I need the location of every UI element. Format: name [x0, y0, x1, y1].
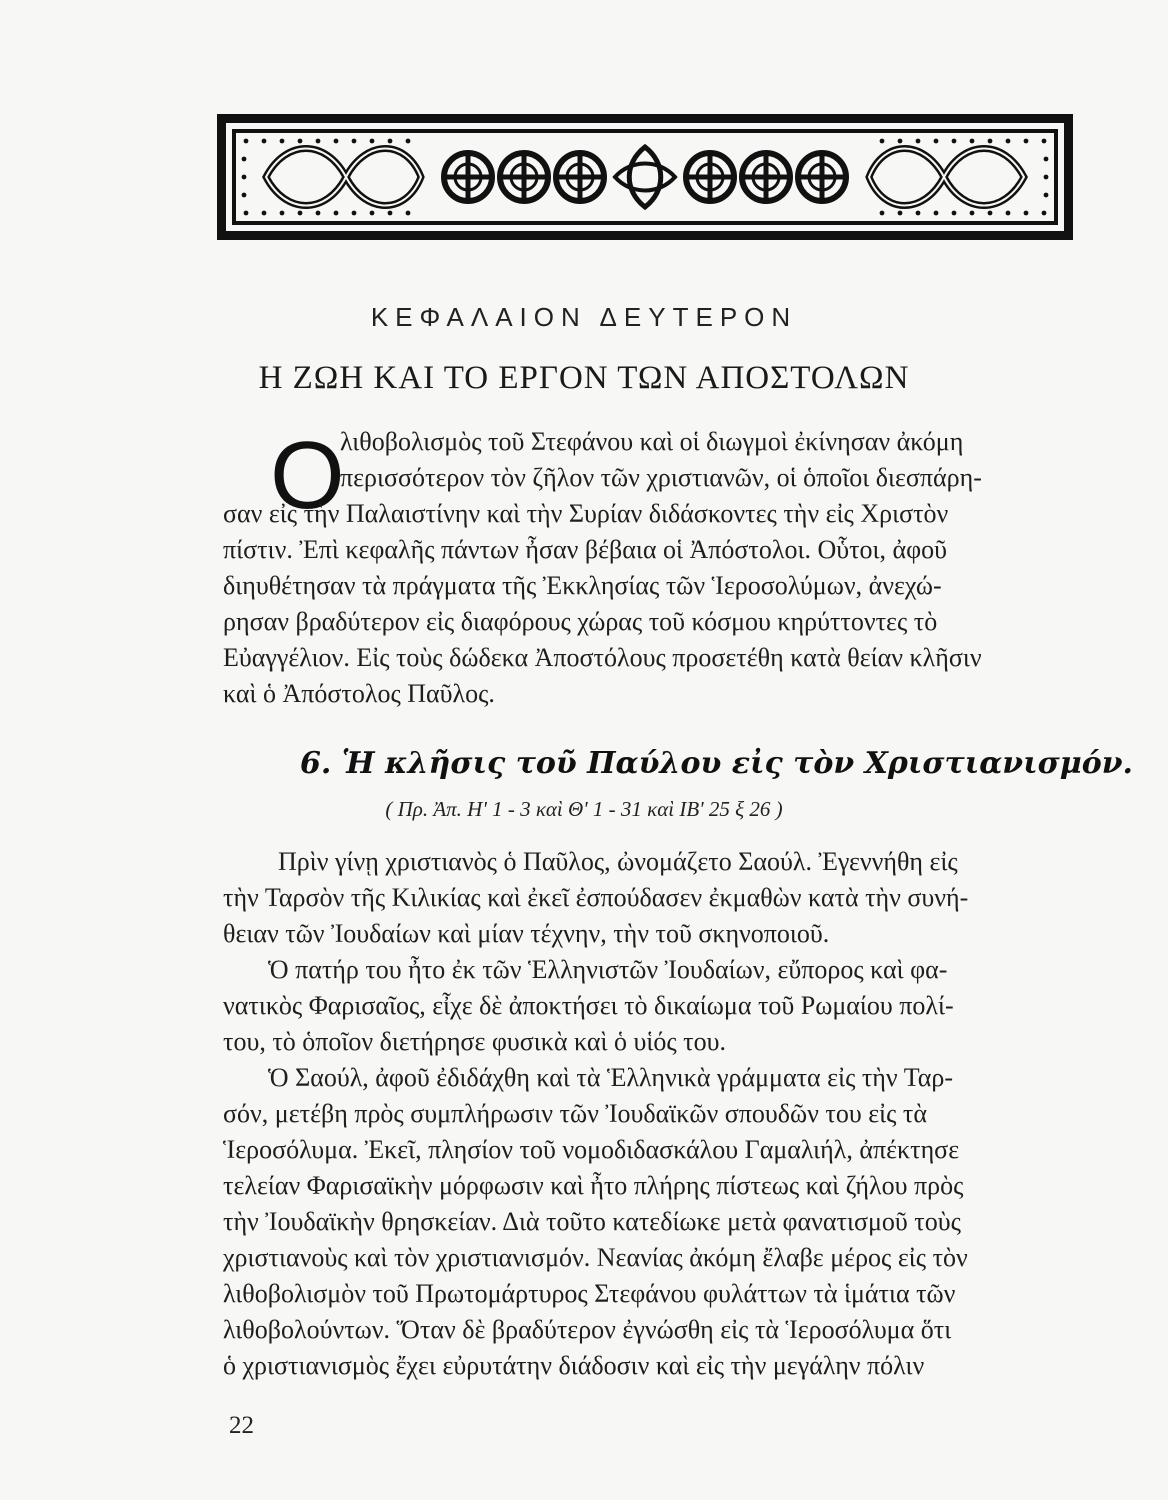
body-line: θειαν τῶν Ἰουδαίων καὶ μίαν τέχνην, τὴν τοῦ σκηνοποιοῦ. — [223, 919, 830, 948]
intro-line: περισσότερον τὸν ζῆλον τῶν χριστιανῶν, οἱ ὁποῖοι διεσπάρη- — [340, 463, 982, 492]
body-line: Ὁ Σαούλ, ἀφοῦ ἐδιδάχθη καὶ τὰ Ἑλληνικὰ γράμματα εἰς τὴν Ταρ- — [268, 1063, 954, 1092]
intro-line: ρησαν βραδύτερον εἰς διαφόρους χώρας τοῦ κόσμου κηρύττοντες τὸ — [223, 607, 938, 636]
chapter-label: ΚΕΦΑΛΑΙΟΝ ΔΕΥΤΕΡΟΝ — [370, 302, 798, 332]
body-line: Πρὶν γίνῃ χριστιανὸς ὁ Παῦλος, ὠνομάζετο Σαούλ. Ἐγεννήθη εἰς — [278, 847, 958, 876]
body-line: του, τὸ ὁποῖον διετήρησε φυσικὰ καὶ ὁ υἱός του. — [223, 1027, 726, 1056]
body-line: Ἱεροσόλυμα. Ἐκεῖ, πλησίον τοῦ νομοδιδασκάλου Γαμαλιήλ, ἀπέκτησε — [223, 1135, 960, 1164]
body-line: σόν, μετέβη πρὸς συμπλήρωσιν τῶν Ἰουδαϊκῶν σπουδῶν του εἰς τὰ — [223, 1099, 927, 1128]
drop-cap: Ο — [270, 422, 345, 529]
body-line: χριστιανοὺς καὶ τὸν χριστιανισμόν. Νεανίας ἀκόμη ἔλαβε μέρος εἰς τὸν — [223, 1243, 968, 1272]
intro-line: διηυθέτησαν τὰ πράγματα τῆς Ἐκκλησίας τῶν Ἱεροσολύμων, ἀνεχώ- — [223, 571, 942, 600]
chapter-title: Η ΖΩΗ ΚΑΙ ΤΟ ΕΡΓΟΝ ΤΩΝ ΑΠΟΣΤΟΛΩΝ — [258, 360, 910, 396]
body-line: τὴν Ταρσὸν τῆς Κιλικίας καὶ ἐκεῖ ἐσπούδασεν ἐκμαθὼν κατὰ τὴν συνή- — [223, 883, 969, 912]
body-line: λιθοβολούντων. Ὅταν δὲ βραδύτερον ἐγνώσθη εἰς τὰ Ἱεροσόλυμα ὅτι — [223, 1315, 952, 1344]
section-reference: ( Πρ. Ἀπ. Η' 1 - 3 καὶ Θ' 1 - 31 καὶ ΙΒ' 25 ξ 26 ) — [385, 797, 783, 821]
body-line: τελείαν Φαρισαϊκὴν μόρφωσιν καὶ ἦτο πλήρης πίστεως καὶ ζήλου πρὸς — [223, 1171, 964, 1200]
intro-line: σαν εἰς τὴν Παλαιστίνην καὶ τὴν Συρίαν διδάσκοντες τὴν εἰς Χριστὸν — [223, 499, 949, 528]
ornamental-header-band — [216, 113, 1074, 241]
body-line: ὁ χριστιανισμὸς ἔχει εὐρυτάτην διάδοσιν καὶ εἰς τὴν μεγάλην πόλιν — [223, 1351, 925, 1380]
section-title: 6. Ἡ κλῆσις τοῦ Παύλου εἰς τὸν Χριστιανισμόν. — [300, 746, 1133, 781]
body-line: Ὁ πατήρ του ἦτο ἐκ τῶν Ἑλληνιστῶν Ἰουδαίων, εὔπορος καὶ φα- — [268, 955, 948, 984]
intro-line: πίστιν. Ἐπὶ κεφαλῆς πάντων ἦσαν βέβαια οἱ Ἀπόστολοι. Οὗτοι, ἀφοῦ — [223, 535, 948, 564]
intro-line: καὶ ὁ Ἀπόστολος Παῦλος. — [223, 679, 495, 708]
body-line: λιθοβολισμὸν τοῦ Πρωτομάρτυρος Στεφάνου φυλάττων τὰ ἱμάτια τῶν — [223, 1279, 956, 1308]
intro-line: λιθοβολισμὸς τοῦ Στεφάνου καὶ οἱ διωγμοὶ ἐκίνησαν ἀκόμη — [340, 427, 964, 456]
intro-line: Εὐαγγέλιον. Εἰς τοὺς δώδεκα Ἀποστόλους προσετέθη κατὰ θείαν κλῆσιν — [223, 643, 982, 672]
body-line: νατικὸς Φαρισαῖος, εἶχε δὲ ἀποκτήσει τὸ δικαίωμα τοῦ Ρωμαίου πολί- — [223, 991, 954, 1020]
body-line: τὴν Ἰουδαϊκὴν θρησκείαν. Διὰ τοῦτο κατεδίωκε μετὰ φανατισμοῦ τοὺς — [223, 1207, 961, 1236]
page-number: 22 — [229, 1412, 254, 1439]
